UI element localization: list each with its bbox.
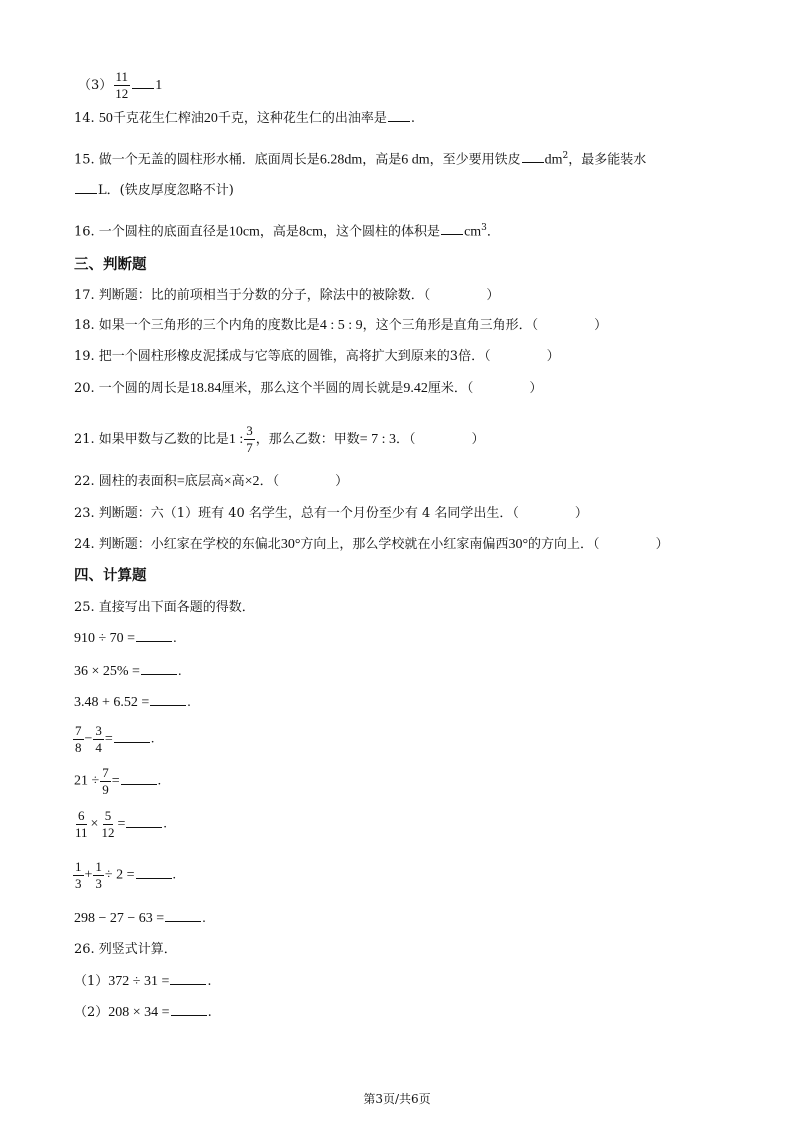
answer-blank[interactable] (132, 87, 154, 89)
question-26-part-1: （1）372 ÷ 31 = . (74, 974, 212, 989)
fraction: $\frac{1}{3}$ (75, 859, 82, 891)
calc-item-2: 36 × 25% = . (74, 664, 182, 679)
answer-blank[interactable] (141, 673, 177, 675)
calc-item-5: 21 ÷ $\frac{7}{9}$ = . (74, 765, 162, 797)
answer-blank[interactable] (126, 826, 162, 828)
question-25: 25. 直接写出下面各题的得数． (74, 600, 255, 615)
question-3-subitem: （3） $\frac{11}{12}$ 1 (78, 69, 163, 101)
fraction: $\frac{3}{4}$ (95, 723, 102, 755)
answer-blank[interactable] (388, 120, 410, 122)
calc-item-3: 3.48 + 6.52 = . (74, 695, 191, 710)
answer-blank[interactable] (121, 783, 157, 785)
question-19: 19. 把一个圆柱形橡皮泥揉成与它等底的圆锥，高将扩大到原来的3倍．（ ） (74, 349, 560, 364)
question-22: 22. 圆柱的表面积=底层高×高×2．（ ） (74, 474, 349, 489)
question-23: 23. 判断题：六（1）班有 40 名学生，总有一个月份至少有 4 名同学出生．（ ） (74, 506, 588, 521)
question-26: 26. 列竖式计算． (74, 942, 177, 957)
page-footer: 第3页/共6页 (363, 1092, 431, 1106)
answer-blank[interactable] (165, 920, 201, 922)
fraction: $\frac{5}{12}$ (101, 808, 115, 840)
fraction: $\frac{7}{9}$ (102, 765, 109, 797)
question-14: 14. 50千克花生仁榨油20千克，这种花生仁的出油率是 . (74, 111, 415, 126)
answer-blank[interactable] (170, 983, 206, 985)
question-24: 24. 判断题：小红家在学校的东偏北30°方向上，那么学校就在小红家南偏西30°的方向上．（ ） (74, 537, 669, 552)
answer-blank[interactable] (522, 161, 544, 163)
question-16: 16. 一个圆柱的底面直径是10cm，高是8cm，这个圆柱的体积是 $cm^3$． (74, 223, 500, 240)
section-title-calculation: 四、计算题 (74, 567, 147, 584)
question-15: 15. 做一个无盖的圆柱形水桶．底面周长是6.28dm，高是6 dm，至少要用铁皮 $dm^2$，最多能装水 (74, 151, 647, 168)
fraction: $\frac{11}{12}$ (115, 69, 129, 101)
answer-blank[interactable] (150, 704, 186, 706)
fraction: $\frac{1}{3}$ (95, 859, 102, 891)
answer-blank[interactable] (75, 192, 97, 194)
fraction: $\frac{6}{11}$ (75, 808, 88, 840)
question-20: 20. 一个圆的周长是18.84厘米，那么这个半圆的周长就是9.42厘米．（ ） (74, 381, 543, 396)
answer-blank[interactable] (136, 640, 172, 642)
answer-blank[interactable] (441, 233, 463, 235)
section-title-judgement: 三、判断题 (74, 256, 147, 273)
calc-item-4: $\frac{7}{8}$ − $\frac{3}{4}$ = . (75, 723, 155, 755)
calc-item-7: $\frac{1}{3}$ + $\frac{1}{3}$ ÷ 2 = . (75, 859, 176, 891)
question-17: 17. 判断题：比的前项相当于分数的分子，除法中的被除数．（ ） (74, 288, 500, 303)
calc-item-1: 910 ÷ 70 = . (74, 631, 177, 646)
question-21: 21. 如果甲数与乙数的比是1 : $\frac{3}{7}$ ，那么乙数：甲数= 7 : 3．（ ） (74, 423, 485, 455)
question-15-line2: L．(铁皮厚度忽略不计) (74, 182, 234, 200)
answer-blank[interactable] (114, 741, 150, 743)
calc-item-8: 298 − 27 − 63 = . (74, 911, 206, 926)
fraction: $\frac{7}{8}$ (75, 723, 82, 755)
answer-blank[interactable] (171, 1014, 207, 1016)
question-26-part-2: （2）208 × 34 = . (74, 1005, 212, 1020)
question-18: 18. 如果一个三角形的三个内角的度数比是4 : 5 : 9，这个三角形是直角三角形．（ ） (74, 318, 608, 333)
fraction: $\frac{3}{7}$ (246, 423, 253, 455)
calc-item-6: $\frac{6}{11}$ × $\frac{5}{12}$ = . (75, 808, 167, 840)
subitem-label: （3） (78, 78, 113, 93)
answer-blank[interactable] (136, 877, 172, 879)
